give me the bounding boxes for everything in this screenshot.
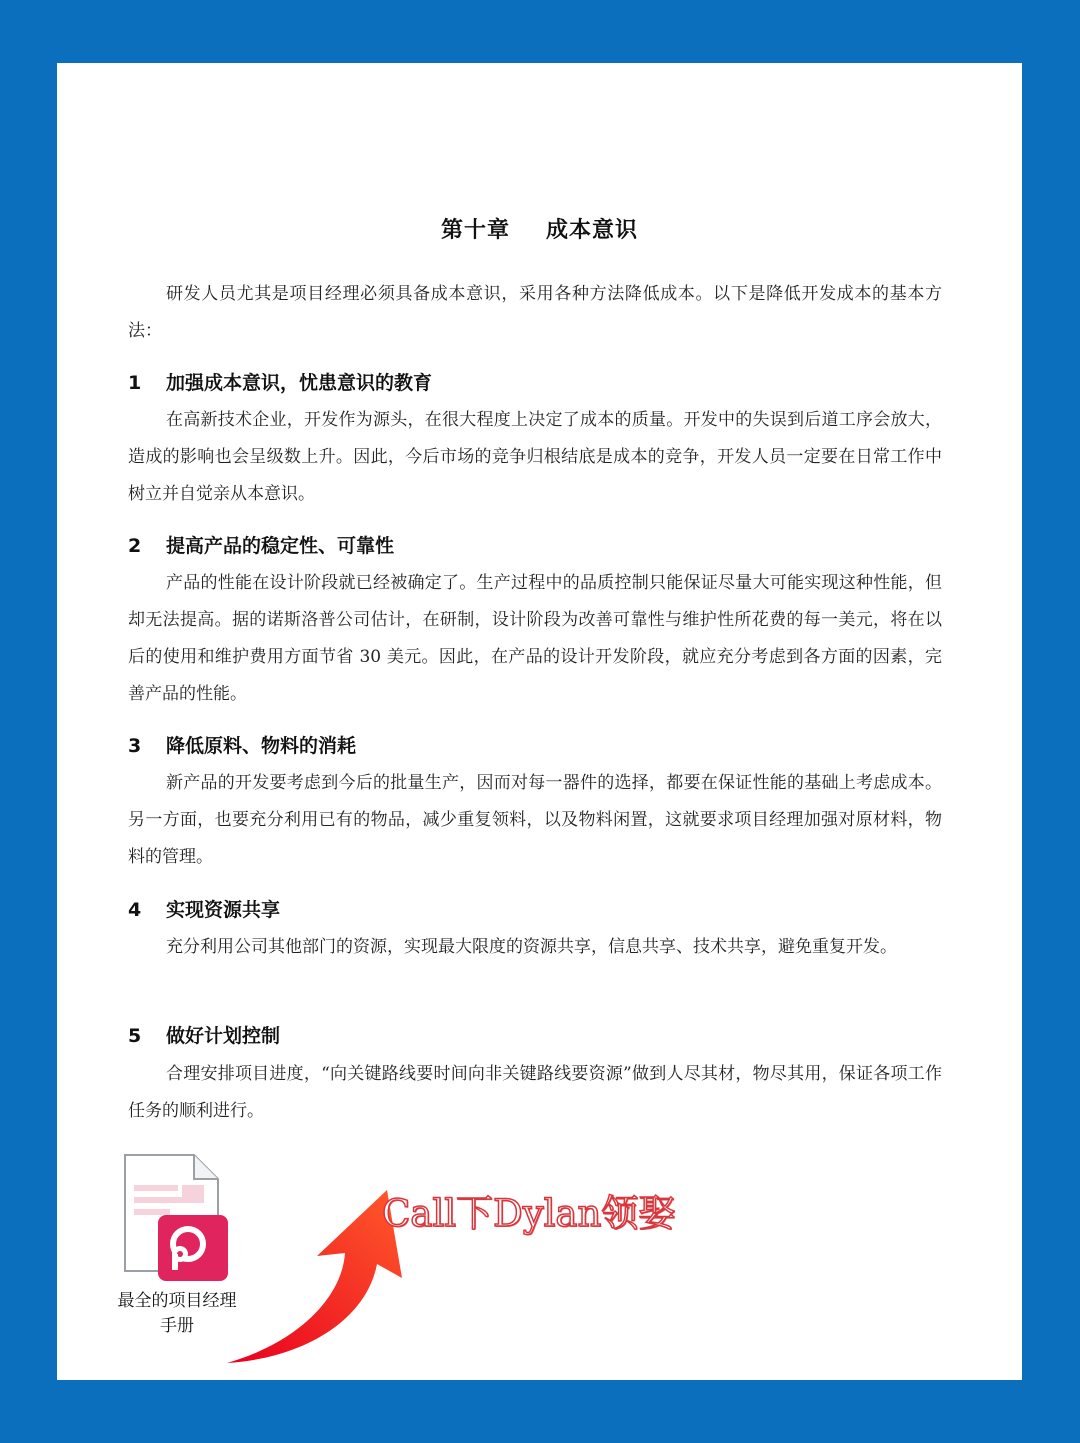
section-heading <box>128 1021 280 1048</box>
section-number: 2 <box>128 535 142 557</box>
section-title: 实现资源共享 <box>166 899 281 921</box>
section-heading <box>128 895 280 922</box>
section-number: 5 <box>128 1025 142 1047</box>
chapter-name: 成本意识 <box>546 218 639 243</box>
file-icon[interactable] <box>122 1153 232 1283</box>
section-heading <box>128 368 432 395</box>
document-page <box>57 63 1022 1380</box>
chapter-number: 第十章 <box>440 218 510 243</box>
file-label-line: 手册 <box>160 1316 194 1336</box>
section-number: 4 <box>128 899 142 921</box>
section-title: 降低原料、物料的消耗 <box>166 735 357 757</box>
call-to-action-text: Call下Dylan领娶 <box>382 1192 676 1235</box>
section-heading <box>128 531 394 558</box>
section-number: 3 <box>128 735 142 757</box>
section-paragraph: 合理安排项目进度，“向关键路线要时间向非关键路线要资源”做到人尽其材，物尽其用，保证各项工作任务的顺利进行。 <box>128 1064 942 1121</box>
section-heading <box>128 731 356 758</box>
section-paragraph: 在高新技术企业，开发作为源头，在很大程度上决定了成本的质量。开发中的失误到后道工序会放大，造成的影响也会呈级数上升。因此，今后市场的竞争归根结底是成本的竞争，开发人员一定要在日常工作中树立并自觉亲从本意识。 <box>128 410 942 504</box>
section-number: 1 <box>128 372 142 394</box>
chapter-title <box>57 213 1022 244</box>
file-label-line: 最全的项目经理 <box>117 1291 237 1311</box>
section-paragraph: 产品的性能在设计阶段就已经被确定了。生产过程中的品质控制只能保证尽量大可能实现这种性能，但却无法提高。据的诺斯洛普公司估计，在研制，设计阶段为改善可靠性与维护性所花费的每一美元，将在以后的使用和维护费用方面节省 30 美元。因此，在产品的设计开发阶段，就应充分考虑到各方面的因素，完善产品的性能。 <box>128 573 942 704</box>
section-title: 做好计划控制 <box>166 1025 281 1047</box>
section-paragraph: 充分利用公司其他部门的资源，实现最大限度的资源共享，信息共享、技术共享，避免重复开发。 <box>166 937 897 957</box>
intro-paragraph: 研发人员尤其是项目经理必须具备成本意识，采用各种方法降低成本。以下是降低开发成本的基本方法： <box>128 284 942 341</box>
section-title: 提高产品的稳定性、可靠性 <box>166 535 395 557</box>
section-title: 加强成本意识，忧患意识的教育 <box>166 372 433 394</box>
section-paragraph: 新产品的开发要考虑到今后的批量生产，因而对每一器件的选择，都要在保证性能的基础上考虑成本。另一方面，也要充分利用已有的物品，减少重复领料，以及物料闲置，这就要求项目经理加强对原材料，物料的管理。 <box>128 773 942 867</box>
